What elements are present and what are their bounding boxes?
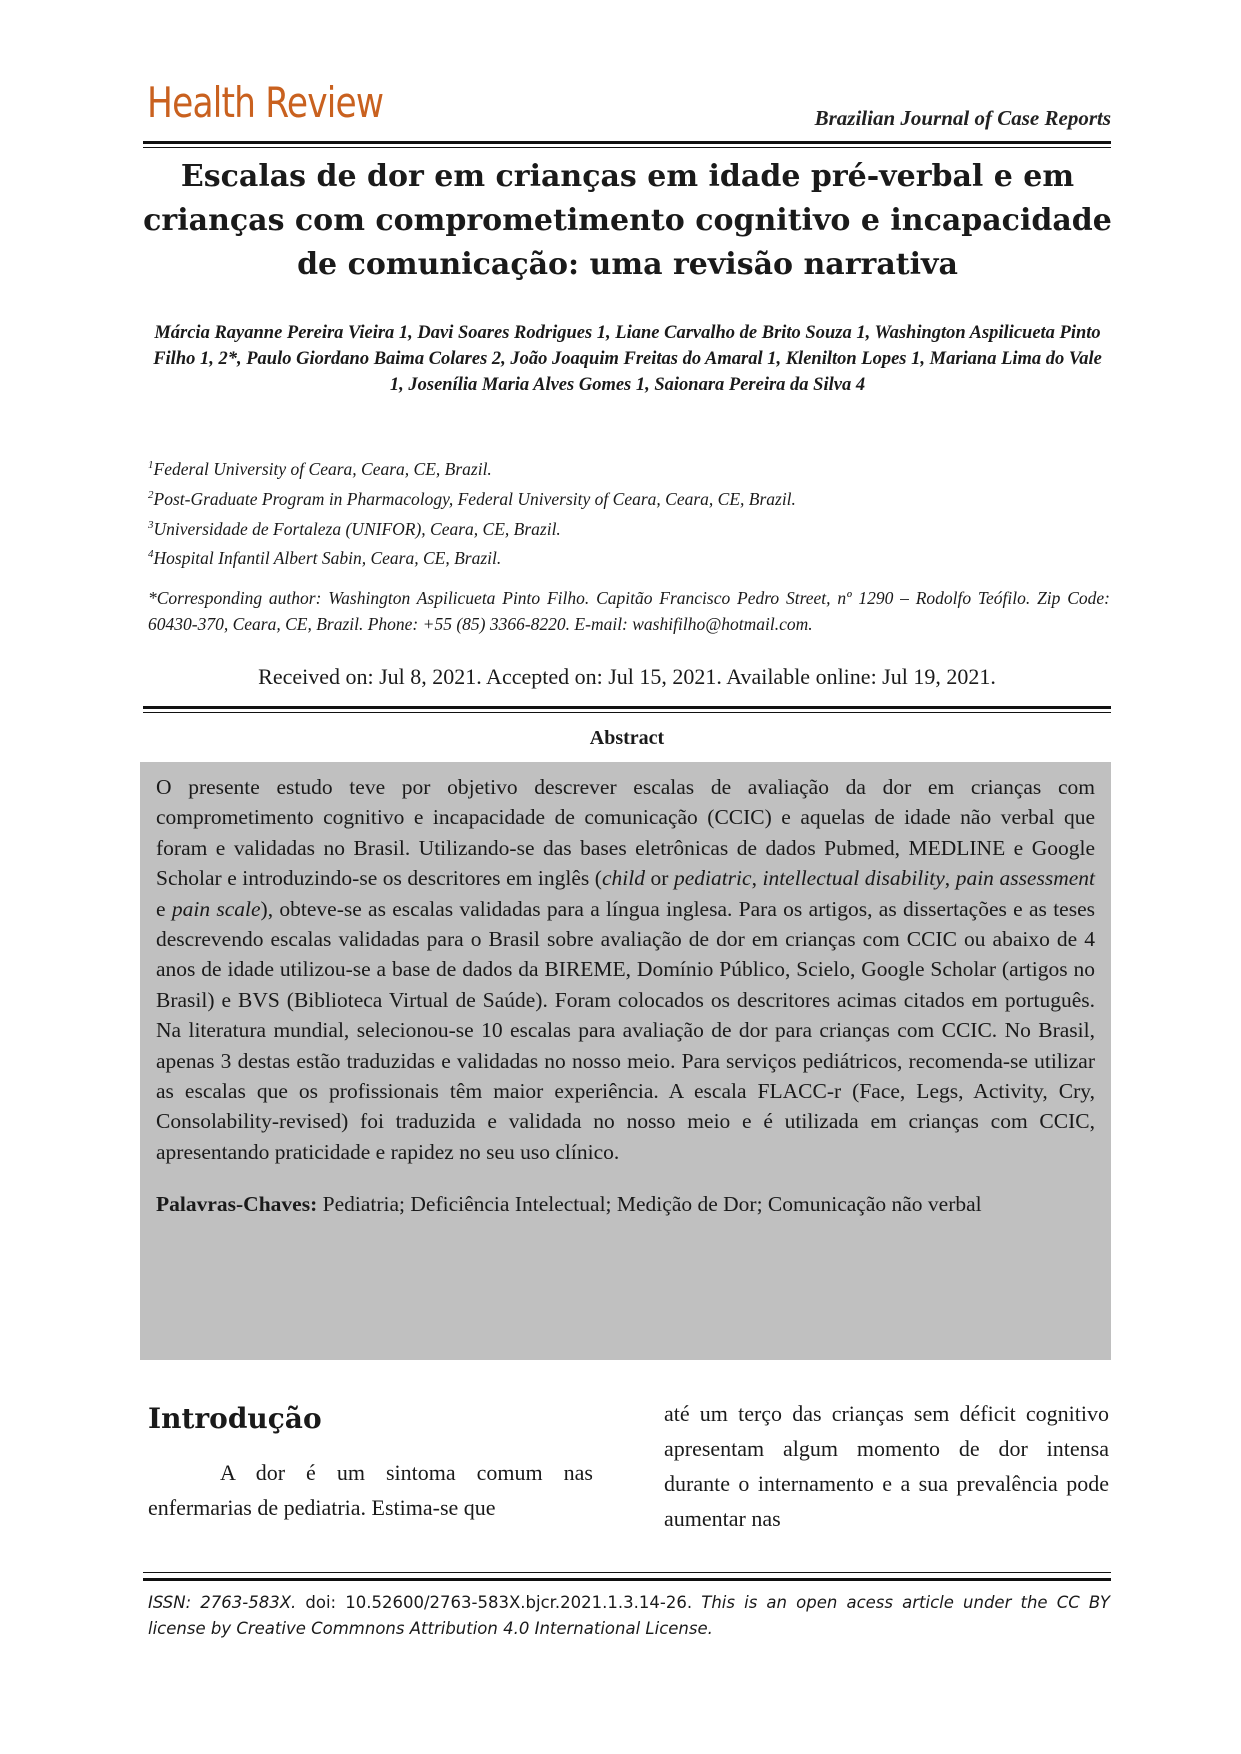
abstract-text: O presente estudo teve por objetivo descrever escalas de avaliação da dor em crianças com comprometimento cognitivo e incapacidade de comunicação (CCIC) e aquelas de idade não verbal que foram e validadas no Brasil. Utilizando-se das bases eletrônicas de dados Pubmed, MEDLINE e Google Scholar e introduzindo-se os descritores em inglês (child or pediatric, intellectual disability, pain assessment e pain scale), obteve-se as escalas validadas para a língua inglesa. Para os artigos, as dissertações e as teses descrevendo escalas validadas para o Brasil sobre avaliação de dor em crianças com CCIC ou abaixo de 4 anos de idade utilizou-se a base de dados da BIREME, Domínio Público, Scielo, Google Scholar (artigos no Brasil) e BVS (Biblioteca Virtual de Saúde). Foram colocados os descritores acimas citados em português. Na literatura mundial, selecionou-se 10 escalas para avaliação de dor para crianças com CCIC. No Brasil, apenas 3 destas estão traduzidas e validadas no nosso meio. Para serviços pediátricos, recomenda-se utilizar as escalas que os profissionais têm maior experiência. A escala FLACC-r (Face, Legs, Activity, Cry, Consolability-revised) foi traduzida e validada no nosso meio e é utilizada em crianças com CCIC, apresentando praticidade e rapidez no seu uso clínico. xyxy=(156,775,1096,1164)
header-rule xyxy=(143,141,1111,144)
affiliation-item: $^1$Federal University of Ceara, Ceara, CE, Brazil. xyxy=(148,458,492,479)
abstract-rule-thin xyxy=(143,712,1111,713)
publication-dates: Received on: Jul 8, 2021. Accepted on: Jul 15, 2021. Available online: Jul 19, 2021. xyxy=(258,664,996,689)
corresponding-author: *Corresponding author: Washington Aspilicueta Pinto Filho. Capitão Francisco Pedro Street, nº 1290 – Rodolfo Teófilo. Zip Code: 60430-370, Ceara, CE, Brazil. Phone: +55 (85) 3366-8220. E-mail: washifilho@hotmail.com. xyxy=(148,588,1110,634)
intro-column-left: A dor é um sintoma comum nas enfermarias de pediatria. Estima-se que xyxy=(148,1460,593,1520)
abstract-rule xyxy=(143,706,1111,709)
footer-license: ISSN: 2763-583X. doi: 10.52600/2763-583X.bjcr.2021.1.3.14-26. This is an open acess article under the CC BY license by Creative Commnons Attribution 4.0 International License. xyxy=(148,1593,1111,1638)
affiliation-list xyxy=(148,452,1108,571)
footer-rule xyxy=(143,1578,1111,1581)
affiliation-item: $^4$Hospital Infantil Albert Sabin, Ceara, CE, Brazil. xyxy=(148,548,502,569)
abstract-heading: Abstract xyxy=(589,727,665,749)
keywords: Palavras-Chaves: Pediatria; Deficiência Intelectual; Medição de Dor; Comunicação não verbal xyxy=(156,1192,982,1217)
header-rule-thin xyxy=(143,147,1111,148)
abstract-box xyxy=(140,762,1111,1360)
author-list: Márcia Rayanne Pereira Vieira 1, Davi Soares Rodrigues 1, Liane Carvalho de Brito Souza 1, Washington Aspilicueta Pinto Filho 1, 2*, Paulo Giordano Baima Colares 2, João Joaquim Freitas do Amaral 1, Klenilton Lopes 1, Mariana Lima do Vale 1, Josenília Maria Alves Gomes 1, Saionara Pereira da Silva 4 xyxy=(153,323,1102,395)
section-heading-introduction: Introdução xyxy=(148,1402,322,1435)
article-title: Escalas de dor em crianças em idade pré-verbal e em crianças com comprometimento cognitivo e incapacidade de comunicação: uma revisão narrativa xyxy=(143,159,1112,282)
intro-column-right: até um terço das crianças sem déficit cognitivo apresentam algum momento de dor intensa durante o internamento e a sua prevalência pode aumentar nas xyxy=(664,1401,1109,1531)
affiliation-item: $^3$Universidade de Fortaleza (UNIFOR), Ceara, CE, Brazil. xyxy=(148,518,561,539)
footer-rule-thin xyxy=(143,1572,1111,1573)
journal-logo: Health Review xyxy=(147,78,384,127)
journal-name: Brazilian Journal of Case Reports xyxy=(814,106,1111,130)
affiliation-item: $^2$Post-Graduate Program in Pharmacology, Federal University of Ceara, Ceara, CE, Brazil. xyxy=(148,488,796,509)
